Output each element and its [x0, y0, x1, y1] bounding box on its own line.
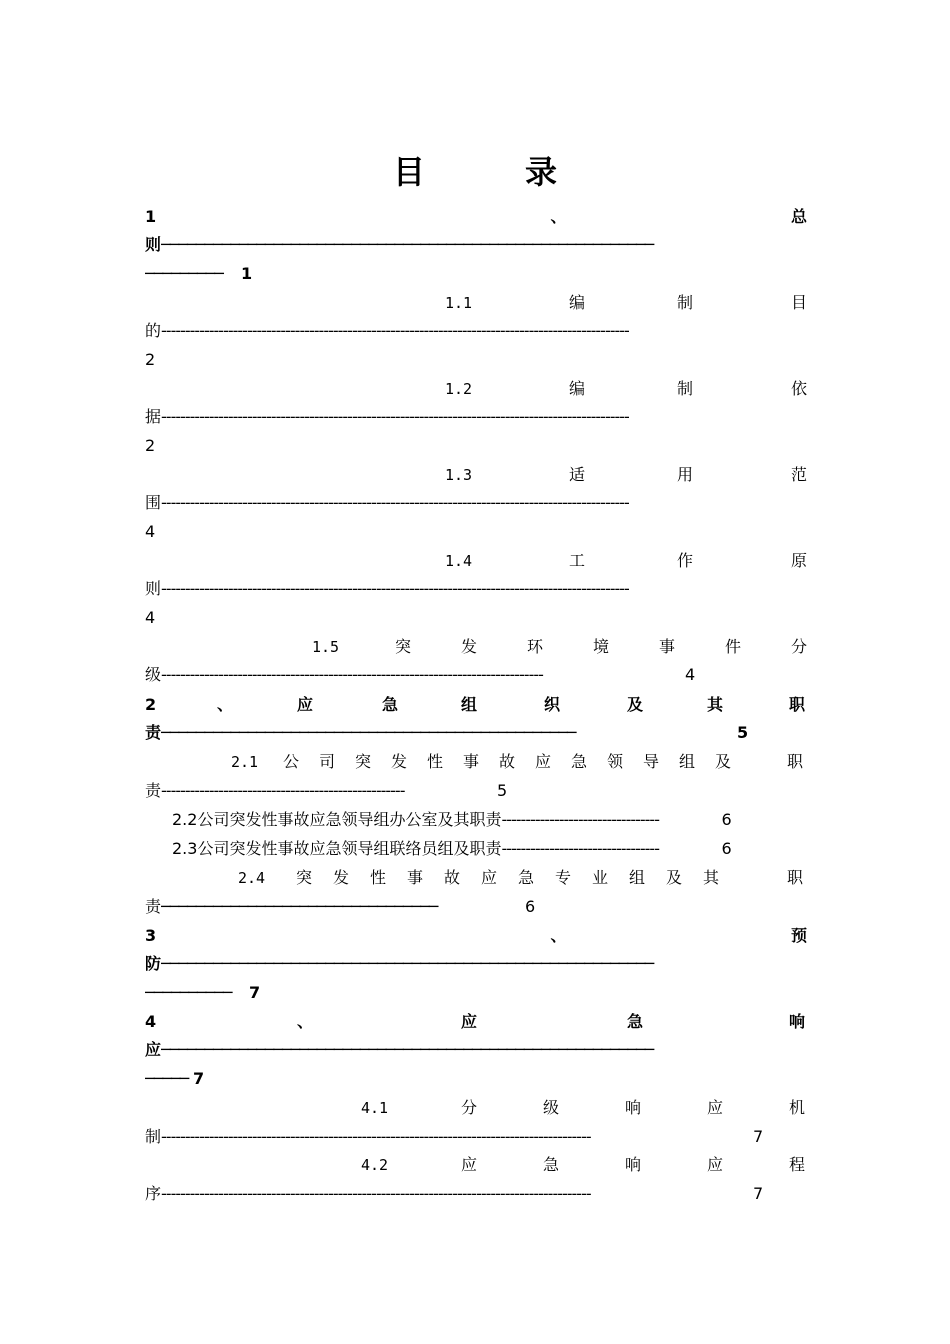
- page-number: 5: [497, 781, 508, 800]
- toc-entry-heading[interactable]: 1.2 编 制 依: [445, 379, 807, 398]
- page-number: 7: [249, 983, 261, 1002]
- page-number: 7: [753, 1184, 764, 1203]
- toc-entry-leader-continued[interactable]: ───────── 1: [145, 262, 807, 286]
- page-title: [0, 147, 950, 193]
- toc-entry-leader[interactable]: 据 --------------------------------------------------------------------------------------------------: [145, 407, 629, 426]
- page-number: 4: [145, 522, 156, 541]
- page-number: 6: [721, 839, 732, 858]
- toc-entry-leader[interactable]: 责 ──────────────────────────────── 6: [145, 895, 807, 919]
- toc-entry-heading[interactable]: 4 、 应 急 响: [145, 1012, 806, 1031]
- page-number: 5: [737, 723, 749, 742]
- toc-entry-leader[interactable]: 则 --------------------------------------------------------------------------------------------------: [145, 579, 629, 598]
- page-number: 6: [525, 897, 536, 916]
- toc-entry-leader[interactable]: 则 ─────────────────────────────────────────────────────────: [145, 235, 654, 254]
- toc-entry-leader-continued[interactable]: ────────── 7: [145, 981, 807, 1005]
- page-number: 1: [241, 264, 253, 283]
- toc-entry-heading[interactable]: 1.4 工 作 原: [445, 551, 807, 570]
- toc-entry-leader-continued[interactable]: ───── 7: [145, 1067, 807, 1091]
- toc-entry[interactable]: 2.3公司突发性事故应急领导组联络员组及职责 --------------------------------- 6: [145, 837, 807, 861]
- toc-entry-leader[interactable]: 责 ──────────────────────────────────────────────── 5: [145, 721, 807, 745]
- toc-entry-heading[interactable]: 4.2 应 急 响 应 程: [361, 1155, 806, 1174]
- toc-entry-heading[interactable]: 3 、 预: [145, 926, 807, 945]
- toc-entry-heading[interactable]: 4.1 分 级 响 应 机: [361, 1098, 806, 1117]
- toc-entry-heading[interactable]: 2.1 公 司 突 发 性 事 故 应 急 领 导 组 及 职: [231, 752, 804, 771]
- toc-entry-leader[interactable]: 应 ─────────────────────────────────────────────────────────: [145, 1040, 654, 1059]
- page-number: 7: [193, 1069, 205, 1088]
- page-number: 7: [753, 1127, 764, 1146]
- toc-entry[interactable]: 2.2公司突发性事故应急领导组办公室及其职责 --------------------------------- 6: [145, 808, 807, 832]
- toc-entry-heading[interactable]: 1.1 编 制 目: [445, 293, 807, 312]
- toc-entry-leader[interactable]: 围 --------------------------------------------------------------------------------------------------: [145, 493, 629, 512]
- toc-entry-leader[interactable]: 序 ------------------------------------------------------------------------------------------ 7: [145, 1182, 807, 1206]
- toc-entry-leader[interactable]: 的 --------------------------------------------------------------------------------------------------: [145, 321, 629, 340]
- toc-entry-leader[interactable]: 级 -------------------------------------------------------------------------------- 4: [145, 663, 807, 687]
- toc-entry-heading[interactable]: 1.5 突 发 环 境 事 件 分: [312, 637, 807, 656]
- title-left-char: 目: [392, 153, 425, 191]
- page-number: 6: [721, 810, 732, 829]
- toc-entry-leader[interactable]: 防 ─────────────────────────────────────────────────────────: [145, 954, 654, 973]
- toc-entry-leader[interactable]: 责 --------------------------------------------------- 5: [145, 779, 807, 803]
- page-number: 2: [145, 350, 156, 369]
- toc-entry-leader[interactable]: 制 ------------------------------------------------------------------------------------------ 7: [145, 1125, 807, 1149]
- toc-entry-heading[interactable]: 1 、 总: [145, 207, 807, 226]
- toc-entry-heading[interactable]: 1.3 适 用 范: [445, 465, 807, 484]
- page-number: 2: [145, 436, 156, 455]
- toc-entry-heading[interactable]: 2.4 突 发 性 事 故 应 急 专 业 组 及 其 职: [238, 868, 804, 887]
- toc-entry-heading[interactable]: 2 、 应 急 组 织 及 其 职: [145, 695, 806, 714]
- page-number: 4: [685, 665, 696, 684]
- title-right-char: 录: [525, 153, 558, 191]
- page-number: 4: [145, 608, 156, 627]
